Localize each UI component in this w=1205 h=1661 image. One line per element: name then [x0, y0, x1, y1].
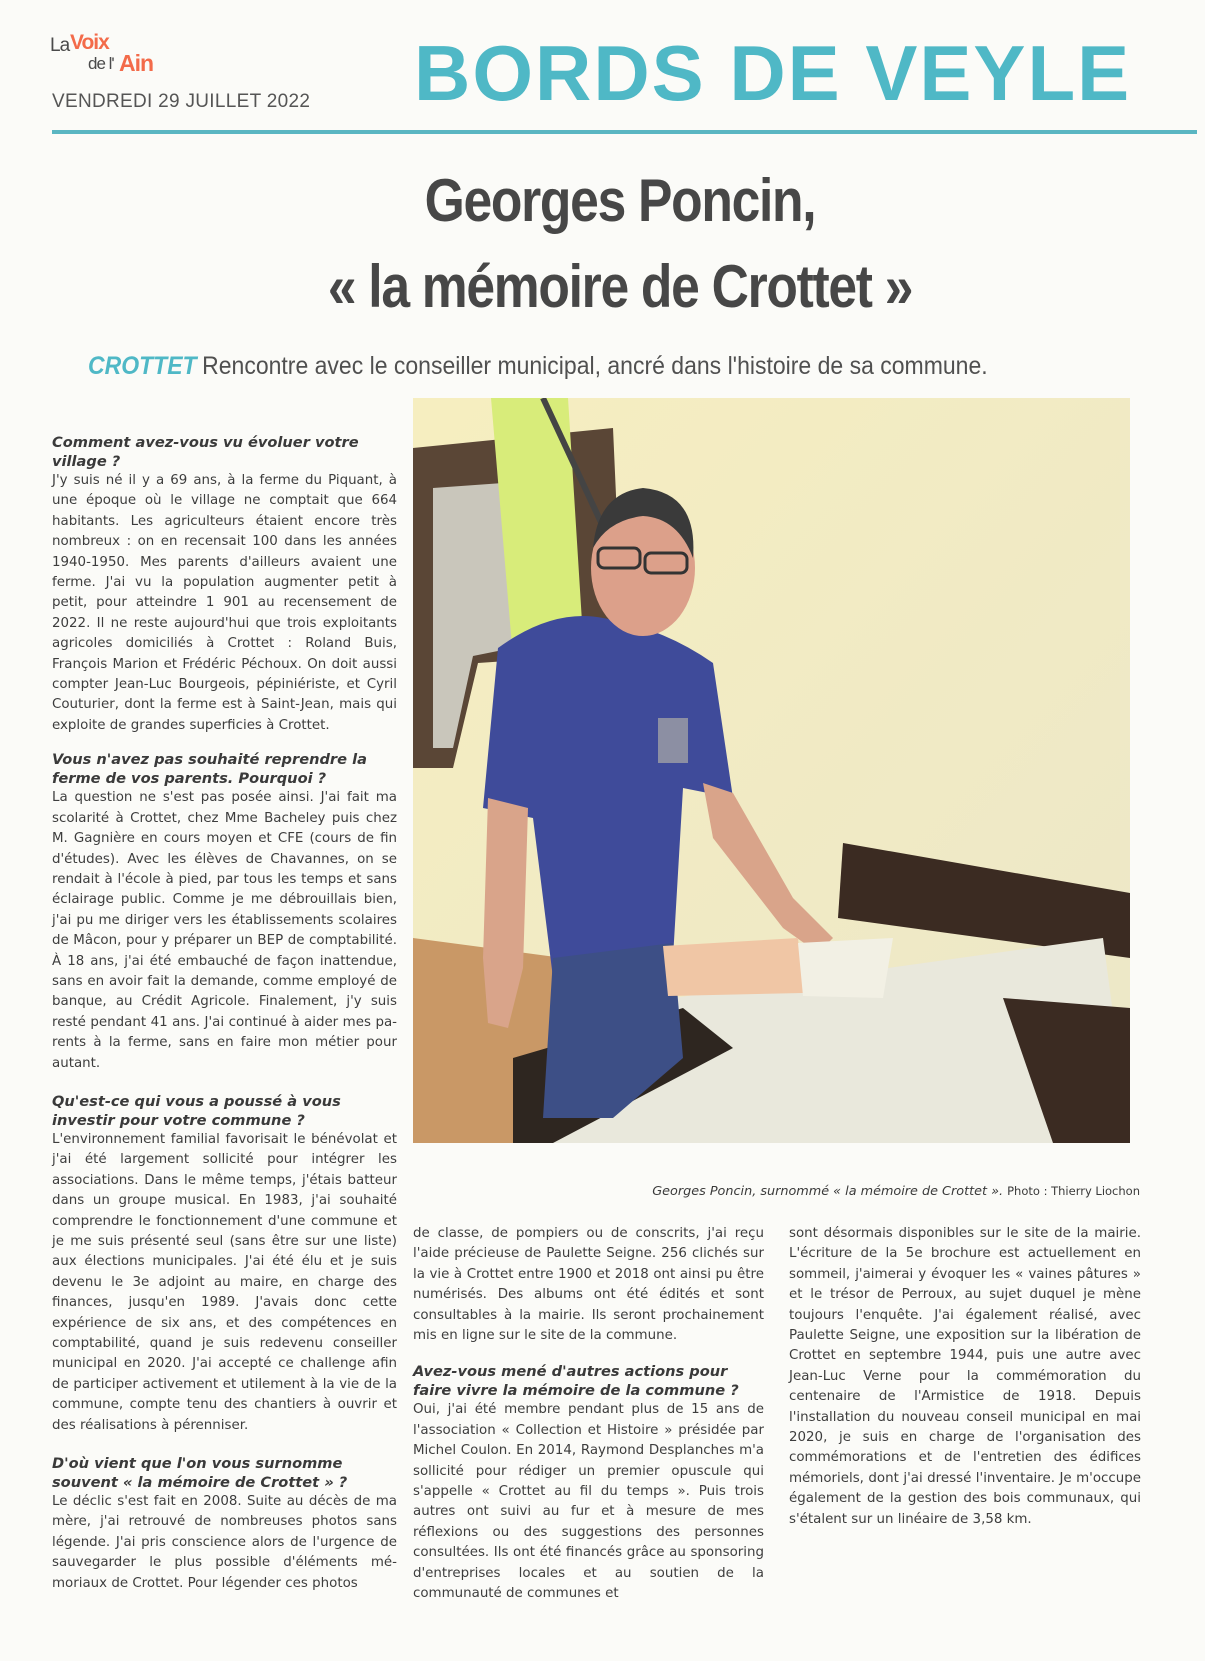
logo-voix: Voix: [70, 31, 109, 54]
photo-caption: [600, 1184, 1140, 1199]
logo-ain: Ain: [119, 50, 154, 76]
column-3: [789, 1224, 1141, 1530]
question: Qu'est-ce qui vous a poussé à vous investir pour votre commune ?: [52, 1092, 341, 1129]
column-2: [413, 1224, 764, 1605]
answer: L'environnement familial favorisait le bénévolat et j'ai été largement sollicité pour intégrer les associations. Dans le même temps, j'étais batteur dans un groupe musical. En 1983, j'ai souhaité comprendre le fonctionnement d'une commune et je me suis présenté seul (sans être sur une liste) aux élections municipales. J'ai été élu et je suis devenu le 3e adjoint au maire, en charge des finances, jusqu'en 1989. J'avais donc cette expérience de six ans, et des compétences en comptabilité, quand je suis redevenu conseiller municipal en 2020. J'ai accepté ce challenge afin de participer activement et utilement à la vie de la commune, compte tenu des chantiers à ouvrir et des réalisations à pérenniser.: [52, 1131, 397, 1433]
question: D'où vient que l'on vous surnomme souvent « la mémoire de Crottet » ?: [52, 1455, 348, 1492]
caption-text: Georges Poncin, surnommé « la mémoire de Crottet ».: [652, 1184, 1004, 1199]
folders: [663, 938, 803, 996]
column-1: [52, 433, 397, 1594]
newspaper-logo: [50, 33, 180, 75]
section-title: BORDS DE VEYLE: [414, 29, 1132, 117]
logo-la: La: [50, 35, 70, 56]
answer: Oui, j'ai été membre pendant plus de 15 ans de l'association « Collection et Histoire » présidée par Michel Coulon. En 2014, Raymond Desplanches m'a sollicité pour rédiger un premier opuscule qui s'appelle « Crottet au fil du temps ». Puis trois autres ont suivi au fur et à mesure de mes réflexions ou des suggestions des personnes consultées. Ils ont été financés grâce au sponsoring d'entreprises locales et au soutien de la communauté de communes et: [413, 1402, 764, 1602]
headline-line-1: Georges Poncin,: [424, 167, 816, 234]
issue-date: VENDREDI 29 JUILLET 2022: [52, 91, 311, 112]
photo-georges-poncin: [413, 398, 1130, 1143]
photo-credit: Photo : Thierry Liochon: [1007, 1184, 1140, 1198]
answer: de classe, de pompiers ou de conscrits, j'ai reçu l'aide précieuse de Paulette Seigne. 256 clichés sur la vie à Crottet entre 1900 et 2018 ont ainsi pu être numérisés. Des albums ont été édités et sont consultables à la mairie. Ils seront prochainement mis en ligne sur le site de la commune.: [413, 1226, 764, 1344]
answer: La question ne s'est pas posée ainsi. J'ai fait ma scolarité à Crottet, chez Mme Bacheley puis chez M. Gagnière en cours moyen et CFE (cours de fin d'études). Avec les élèves de Chavannes, on se rendait à l'école à pied, par tous les temps et sans éclairage public. Comme je me débrouillais bien, j'ai pu me diriger vers les établissements scolaires de Mâcon, pour y préparer un BEP de comptabilité. À 18 ans, j'ai été embauché de façon inattendue, sans en avoir fait la demande, comme employé de banque, au Crédit Agricole. Finalement, j'y suis resté pendant 41 ans. J'ai continué à aider mes parents à la ferme, sans en faire mon métier pour autant.: [52, 790, 397, 1071]
answer: Le déclic s'est fait en 2008. Suite au décès de ma mère, j'ai retrouvé de nombreuses photos sans légende. J'ai pris conscience alors de l'urgence de sauvegarder le plus possible d'éléments mémoriaux de Crottet. Pour légender ces photos: [52, 1494, 397, 1591]
answer: J'y suis né il y a 69 ans, à la ferme du Piquant, à une époque où le village ne comptait que 664 habitants. Les agriculteurs étaient encore très nombreux : on en recensait 100 dans les années 1940-1950. Mes parents d'ailleurs avaient une ferme. J'ai vu la population augmenter petit à petit, pour atteindre 1 901 au recensement de 2022. Il ne reste aujourd'hui que trois exploitants agricoles domiciliés à Crottet : Roland Buis, François Marion et Frédéric Péchoux. On doit aussi compter Jean-Luc Bourgeois, pépiniériste, et Cyril Couturier, dont la ferme est à Saint-Jean, mais qui exploite de grandes superficies à Crottet.: [52, 473, 397, 733]
standfirst: [88, 352, 1109, 381]
question: Comment avez-vous vu évoluer votre village ?: [52, 434, 359, 470]
standfirst-text: Rencontre avec le conseiller municipal, ancré dans l'histoire de sa commune.: [202, 352, 988, 380]
headline: [138, 158, 1101, 330]
question: Avez-vous mené d'autres actions pour faire vivre la mémoire de la commune ?: [413, 1363, 739, 1400]
headline-line-2: « la mémoire de Crottet »: [327, 253, 913, 320]
answer: sont désormais disponibles sur le site de la mairie. L'écriture de la 5e brochure est actuellement en sommeil, j'aimerai y évoquer les « vaines pâtures » et le trésor de Perroux, au sujet duquel je mène toujours l'enquête. J'ai également réalisé, avec Paulette Seigne, une exposition sur la libération de Crottet en septembre 1944, puis une autre avec Jean-Luc Verne pour la commémoration du centenaire de l'Armistice de 1918. Depuis l'installation du nouveau conseil municipal en mai 2020, je suis en charge de l'organisation des commémorations et de l'entretien des édifices mémoriels, dont j'ai dressé l'inventaire. Je m'occupe également de la gestion des bois communaux, qui s'étalent sur un linéaire de 3,58 km.: [789, 1226, 1141, 1527]
place-label: CROTTET: [88, 352, 197, 380]
logo-de: de l': [88, 54, 114, 73]
header-rule: [52, 130, 1197, 134]
article-photo: [413, 398, 1130, 1143]
question: Vous n'avez pas souhaité reprendre la ferme de vos parents. Pourquoi ?: [52, 751, 367, 788]
